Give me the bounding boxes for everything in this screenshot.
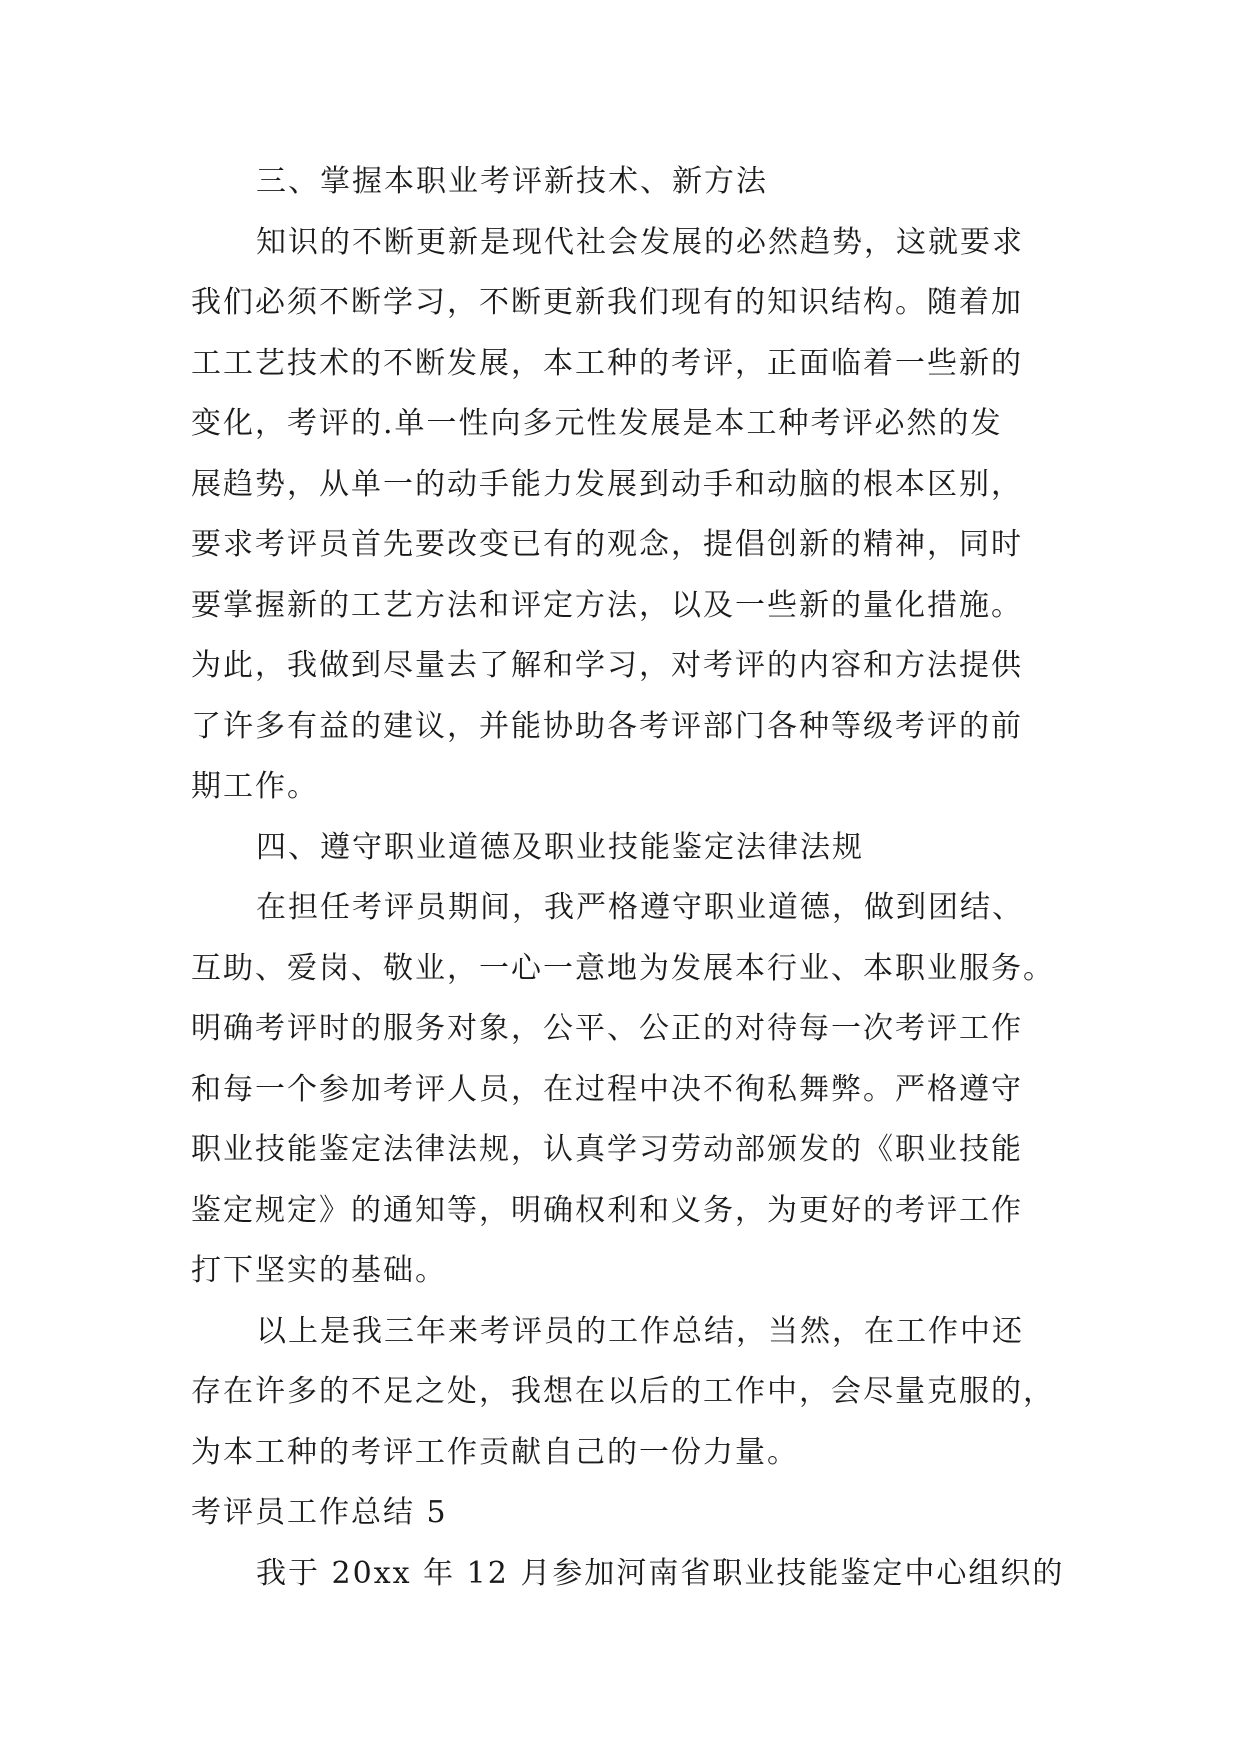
text-line: 互助、爱岗、敬业，一心一意地为发展本行业、本职业服务。	[191, 950, 1055, 986]
section-heading-4: 四、遵守职业道德及职业技能鉴定法律法规	[256, 829, 864, 865]
text-line: 以上是我三年来考评员的工作总结，当然，在工作中还	[256, 1313, 1024, 1349]
text-line: 存在许多的不足之处，我想在以后的工作中，会尽量克服的，	[191, 1374, 1055, 1409]
section-heading-3: 三、掌握本职业考评新技术、新方法	[256, 164, 768, 199]
text-line: 知识的不断更新是现代社会发展的必然趋势，这就要求	[256, 224, 1024, 260]
text-line: 我于 20xx 年 12 月参加河南省职业技能鉴定中心组织的	[256, 1555, 1065, 1591]
text-line: 要求考评员首先要改变已有的观念，提倡创新的精神，同时	[191, 527, 1023, 562]
text-line: 在担任考评员期间，我严格遵守职业道德，做到团结、	[256, 890, 1024, 925]
text-line: 打下坚实的基础。	[191, 1253, 447, 1288]
text-line: 为此，我做到尽量去了解和学习，对考评的内容和方法提供	[191, 648, 1023, 683]
text-line: 我们必须不断学习，不断更新我们现有的知识结构。随着加	[191, 285, 1023, 320]
text-line: 展趋势，从单一的动手能力发展到动手和动脑的根本区别，	[191, 466, 1023, 502]
text-line: 鉴定规定》的通知等，明确权利和义务，为更好的考评工作	[191, 1192, 1023, 1228]
text-line: 变化，考评的.单一性向多元性发展是本工种考评必然的发	[191, 406, 1003, 441]
text-line: 期工作。	[191, 769, 319, 804]
text-line: 为本工种的考评工作贡献自己的一份力量。	[191, 1434, 799, 1470]
text-line: 职业技能鉴定法律法规，认真学习劳动部颁发的《职业技能	[191, 1132, 1023, 1167]
document-body	[191, 152, 1065, 1604]
text-line: 要掌握新的工艺方法和评定方法，以及一些新的量化措施。	[191, 587, 1023, 623]
text-line: 明确考评时的服务对象，公平、公正的对待每一次考评工作	[191, 1011, 1023, 1046]
document-title: 考评员工作总结 5	[191, 1495, 448, 1530]
text-line: 和每一个参加考评人员，在过程中决不徇私舞弊。严格遵守	[191, 1071, 1023, 1107]
text-line: 了许多有益的建议，并能协助各考评部门各种等级考评的前	[191, 708, 1023, 744]
text-line: 工工艺技术的不断发展，本工种的考评，正面临着一些新的	[191, 345, 1023, 381]
